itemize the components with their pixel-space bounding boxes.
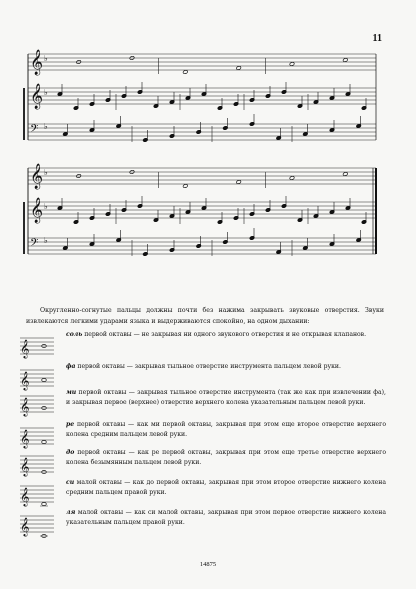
fingering-text <box>66 388 386 407</box>
fingering-description: первой октавы — не закрывая ни одного звукового отверстия и не открывая клапанов. <box>82 331 367 338</box>
fingering-description: малой октавы — как до первой октавы, закрывая при этом второе отверстие нижнего колена средним пальцем правой руки. <box>66 479 386 496</box>
note-staff-icon <box>20 480 54 508</box>
intro-paragraph: Округленно-согнутые пальцы должны почти без нажима закрывать звуковые отверстия. Звуки извлекаются легкими ударами языка и выдерживаются спокойно, на одном дыхании: <box>26 307 384 325</box>
piano-treble-staff <box>28 82 376 110</box>
svg-text:𝄞: 𝄞 <box>20 457 30 476</box>
note-staff-icon <box>20 510 54 538</box>
note-name: ля <box>66 509 76 516</box>
piano-treble-staff <box>28 196 376 224</box>
melody-staff <box>28 163 376 189</box>
melody-staff <box>28 49 376 75</box>
note-name: до <box>66 449 75 456</box>
fingering-text <box>66 478 386 497</box>
treble-clef-icon: 𝄞 <box>30 84 44 109</box>
fingering-text <box>66 448 386 467</box>
svg-text:♭: ♭ <box>44 54 48 63</box>
svg-text:♭: ♭ <box>44 88 48 97</box>
fingering-description: первой октавы — как ре первой октавы, закрывая при этом еще третье отверстие верхнего колена безымянным пальцем левой руки. <box>66 449 386 466</box>
footer-code: 14875 <box>199 561 217 568</box>
svg-text:𝄞: 𝄞 <box>20 339 30 358</box>
svg-text:𝄞: 𝄞 <box>20 371 30 390</box>
treble-clef-icon: 𝄞 <box>30 164 44 189</box>
fingering-text <box>66 330 386 340</box>
svg-text:♭: ♭ <box>44 168 48 177</box>
svg-text:♭: ♭ <box>44 202 48 211</box>
fingering-description: первой октавы — закрывая тыльное отверстие инструмента пальцем левой руки. <box>75 363 341 370</box>
note-staff-icon <box>20 390 54 418</box>
svg-text:𝄞: 𝄞 <box>20 487 30 506</box>
svg-text:♭: ♭ <box>44 236 48 245</box>
note-name: ми <box>66 389 77 396</box>
fingering-description: первой октавы — закрывая тыльное отверстие инструмента (так же как при извлечении фа), и закрывая первое (верхнее) отверстие верхнего колена указательным пальцем левой руки. <box>66 389 386 406</box>
fingering-text <box>66 508 386 527</box>
note-name: си <box>66 479 75 486</box>
svg-text:♭: ♭ <box>44 122 48 131</box>
treble-clef-icon: 𝄞 <box>30 198 44 223</box>
fingering-item-mi <box>20 386 390 422</box>
note-staff-icon <box>20 332 54 360</box>
svg-text:𝄞: 𝄞 <box>20 397 30 416</box>
piano-bass-staff <box>28 114 376 142</box>
page-number: 11 <box>372 33 382 44</box>
svg-text:𝄞: 𝄞 <box>20 429 30 448</box>
fingering-text <box>66 362 386 372</box>
fingering-text <box>66 420 386 439</box>
note-name: ре <box>66 421 75 428</box>
note-name: соль <box>66 331 83 338</box>
piano-bass-staff <box>28 228 376 256</box>
bass-clef-icon: 𝄢 <box>30 237 39 252</box>
fingering-description: малой октавы — как си малой октавы, закрывая при этом первое отверстие нижнего колена указательным пальцем правой руки. <box>66 509 386 526</box>
treble-clef-icon: 𝄞 <box>30 50 44 75</box>
note-name: фа <box>66 363 76 370</box>
fingering-item-sol <box>20 328 390 364</box>
note-staff-icon <box>20 450 54 478</box>
bass-clef-icon: 𝄢 <box>30 123 39 138</box>
fingering-item-la <box>20 506 390 542</box>
fingering-description: первой октавы — как ми первой октавы, закрывая при этом еще второе отверстие верхнего колена средним пальцем левой руки. <box>66 421 386 438</box>
svg-text:𝄞: 𝄞 <box>20 517 30 536</box>
